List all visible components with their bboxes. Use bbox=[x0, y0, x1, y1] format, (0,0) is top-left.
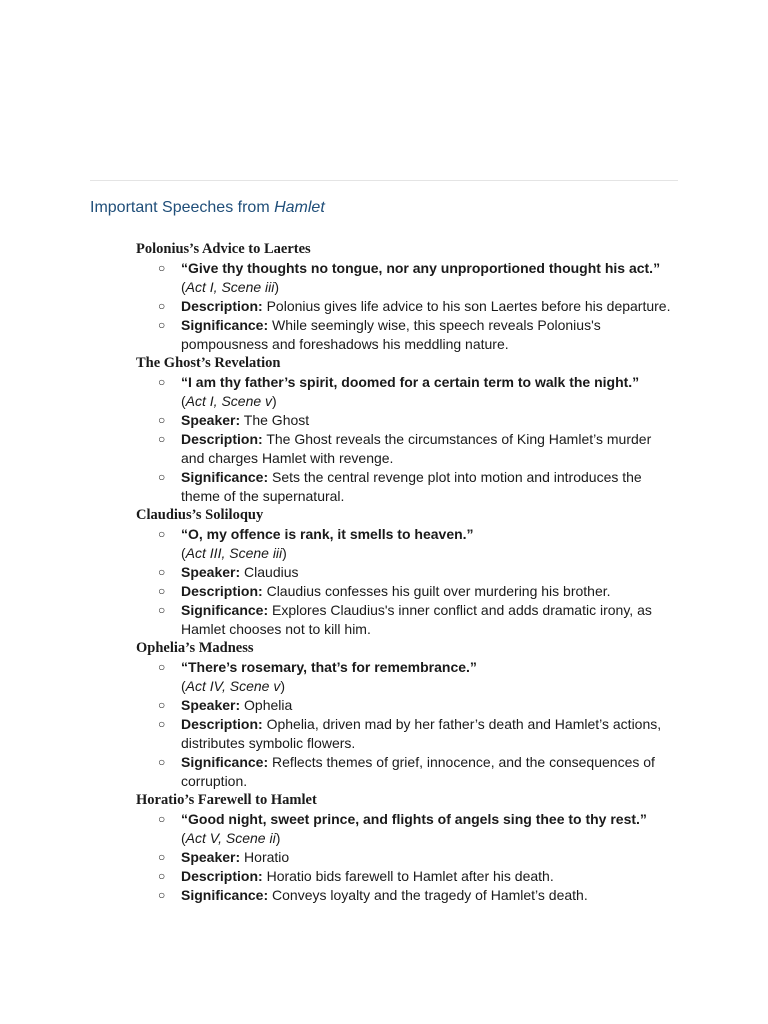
description-item bbox=[136, 297, 676, 316]
hollow-bullet-icon: ○ bbox=[158, 603, 166, 617]
significance-item bbox=[136, 601, 676, 639]
description-label: Description: bbox=[181, 868, 263, 884]
act-scene: Act I, Scene v bbox=[185, 393, 273, 409]
paren-close: ) bbox=[272, 393, 277, 409]
act-reference bbox=[181, 829, 676, 848]
quote-text: “O, my offence is rank, it smells to heaven.” bbox=[181, 526, 474, 542]
hollow-bullet-icon: ○ bbox=[158, 660, 166, 674]
act-scene: Act IV, Scene v bbox=[185, 678, 281, 694]
significance-label: Significance: bbox=[181, 602, 269, 618]
hollow-bullet-icon: ○ bbox=[158, 432, 166, 446]
significance-item bbox=[136, 468, 676, 506]
quote-text: “There’s rosemary, that’s for remembrance.” bbox=[181, 659, 477, 675]
section-heading: Horatio’s Farewell to Hamlet bbox=[136, 792, 317, 808]
speech-sections bbox=[136, 240, 676, 905]
significance-label: Significance: bbox=[181, 317, 269, 333]
description-text: Polonius gives life advice to his son Laertes before his departure. bbox=[266, 298, 671, 314]
speaker-item bbox=[136, 696, 676, 715]
title-prefix: Important Speeches from bbox=[90, 199, 275, 216]
speaker-label: Speaker: bbox=[181, 697, 241, 713]
section-list bbox=[136, 259, 676, 354]
significance-label: Significance: bbox=[181, 887, 269, 903]
title-italic: Hamlet bbox=[274, 199, 325, 216]
hollow-bullet-icon: ○ bbox=[158, 717, 166, 731]
significance-item bbox=[136, 886, 676, 905]
hollow-bullet-icon: ○ bbox=[158, 299, 166, 313]
paren-open: ( bbox=[181, 393, 186, 409]
section-heading: Ophelia’s Madness bbox=[136, 640, 254, 656]
speaker-name: Claudius bbox=[244, 564, 299, 580]
speaker-label: Speaker: bbox=[181, 412, 241, 428]
speaker-item bbox=[136, 563, 676, 582]
hollow-bullet-icon: ○ bbox=[158, 565, 166, 579]
hollow-bullet-icon: ○ bbox=[158, 527, 166, 541]
section-heading: Polonius’s Advice to Laertes bbox=[136, 241, 311, 257]
hollow-bullet-icon: ○ bbox=[158, 584, 166, 598]
quote-item bbox=[136, 525, 676, 563]
hollow-bullet-icon: ○ bbox=[158, 470, 166, 484]
paren-open: ( bbox=[181, 678, 186, 694]
quote-item bbox=[136, 259, 676, 297]
description-label: Description: bbox=[181, 298, 263, 314]
paren-close: ) bbox=[282, 545, 287, 561]
quote-text: “Give thy thoughts no tongue, nor any unproportioned thought his act.” bbox=[181, 260, 661, 276]
speaker-label: Speaker: bbox=[181, 564, 241, 580]
description-item bbox=[136, 430, 676, 468]
description-text: Claudius confesses his guilt over murdering his brother. bbox=[266, 583, 611, 599]
section-list bbox=[136, 373, 676, 506]
quote-text: “Good night, sweet prince, and flights of angels sing thee to thy rest.” bbox=[181, 811, 647, 827]
description-item bbox=[136, 867, 676, 886]
speaker-item bbox=[136, 848, 676, 867]
speaker-name: Ophelia bbox=[244, 697, 293, 713]
quote-item bbox=[136, 658, 676, 696]
description-text: Horatio bids farewell to Hamlet after his death. bbox=[266, 868, 554, 884]
description-text: Ophelia, driven mad by her father’s death and Hamlet’s actions, distributes symbolic flowers. bbox=[181, 716, 662, 751]
hollow-bullet-icon: ○ bbox=[158, 869, 166, 883]
section-heading: The Ghost’s Revelation bbox=[136, 355, 281, 371]
header-divider bbox=[90, 180, 678, 181]
quote-text: “I am thy father’s spirit, doomed for a certain term to walk the night.” bbox=[181, 374, 640, 390]
significance-label: Significance: bbox=[181, 754, 269, 770]
document-title bbox=[90, 197, 325, 219]
section-list bbox=[136, 810, 676, 905]
description-item bbox=[136, 715, 676, 753]
act-reference bbox=[181, 677, 676, 696]
paren-close: ) bbox=[274, 279, 280, 295]
hollow-bullet-icon: ○ bbox=[158, 318, 166, 332]
speaker-name: Horatio bbox=[244, 849, 290, 865]
act-reference bbox=[181, 278, 676, 297]
act-scene: Act III, Scene iii bbox=[185, 545, 283, 561]
act-reference bbox=[181, 392, 676, 411]
description-item bbox=[136, 582, 676, 601]
act-scene: Act I, Scene iii bbox=[185, 279, 275, 295]
significance-text: Sets the central revenge plot into motion and introduces the theme of the supernatural. bbox=[181, 469, 642, 504]
hollow-bullet-icon: ○ bbox=[158, 812, 166, 826]
act-reference bbox=[181, 544, 676, 563]
paren-open: ( bbox=[181, 279, 186, 295]
quote-item bbox=[136, 810, 676, 848]
hollow-bullet-icon: ○ bbox=[158, 261, 166, 275]
hollow-bullet-icon: ○ bbox=[158, 698, 166, 712]
section-heading: Claudius’s Soliloquy bbox=[136, 507, 264, 523]
hollow-bullet-icon: ○ bbox=[158, 755, 166, 769]
hollow-bullet-icon: ○ bbox=[158, 888, 166, 902]
description-label: Description: bbox=[181, 431, 263, 447]
speaker-item bbox=[136, 411, 676, 430]
paren-open: ( bbox=[181, 545, 186, 561]
speaker-label: Speaker: bbox=[181, 849, 241, 865]
description-text: The Ghost reveals the circumstances of King Hamlet’s murder and charges Hamlet with revenge. bbox=[181, 431, 652, 466]
significance-text: Explores Claudius's inner conflict and adds dramatic irony, as Hamlet chooses not to kill him. bbox=[181, 602, 652, 637]
paren-close: ) bbox=[275, 830, 281, 846]
significance-text: While seemingly wise, this speech reveals Polonius's pompousness and foreshadows his meddling nature. bbox=[181, 317, 601, 352]
paren-open: ( bbox=[181, 830, 186, 846]
paren-close: ) bbox=[280, 678, 286, 694]
description-label: Description: bbox=[181, 716, 263, 732]
hollow-bullet-icon: ○ bbox=[158, 413, 166, 427]
section-list bbox=[136, 525, 676, 639]
significance-item bbox=[136, 316, 676, 354]
significance-label: Significance: bbox=[181, 469, 269, 485]
act-scene: Act V, Scene ii bbox=[185, 830, 276, 846]
hollow-bullet-icon: ○ bbox=[158, 850, 166, 864]
description-label: Description: bbox=[181, 583, 263, 599]
section-list bbox=[136, 658, 676, 791]
significance-text: Reflects themes of grief, innocence, and the consequences of corruption. bbox=[181, 754, 655, 789]
significance-item bbox=[136, 753, 676, 791]
significance-text: Conveys loyalty and the tragedy of Hamlet’s death. bbox=[272, 887, 588, 903]
quote-item bbox=[136, 373, 676, 411]
hollow-bullet-icon: ○ bbox=[158, 375, 166, 389]
speaker-name: The Ghost bbox=[243, 412, 310, 428]
